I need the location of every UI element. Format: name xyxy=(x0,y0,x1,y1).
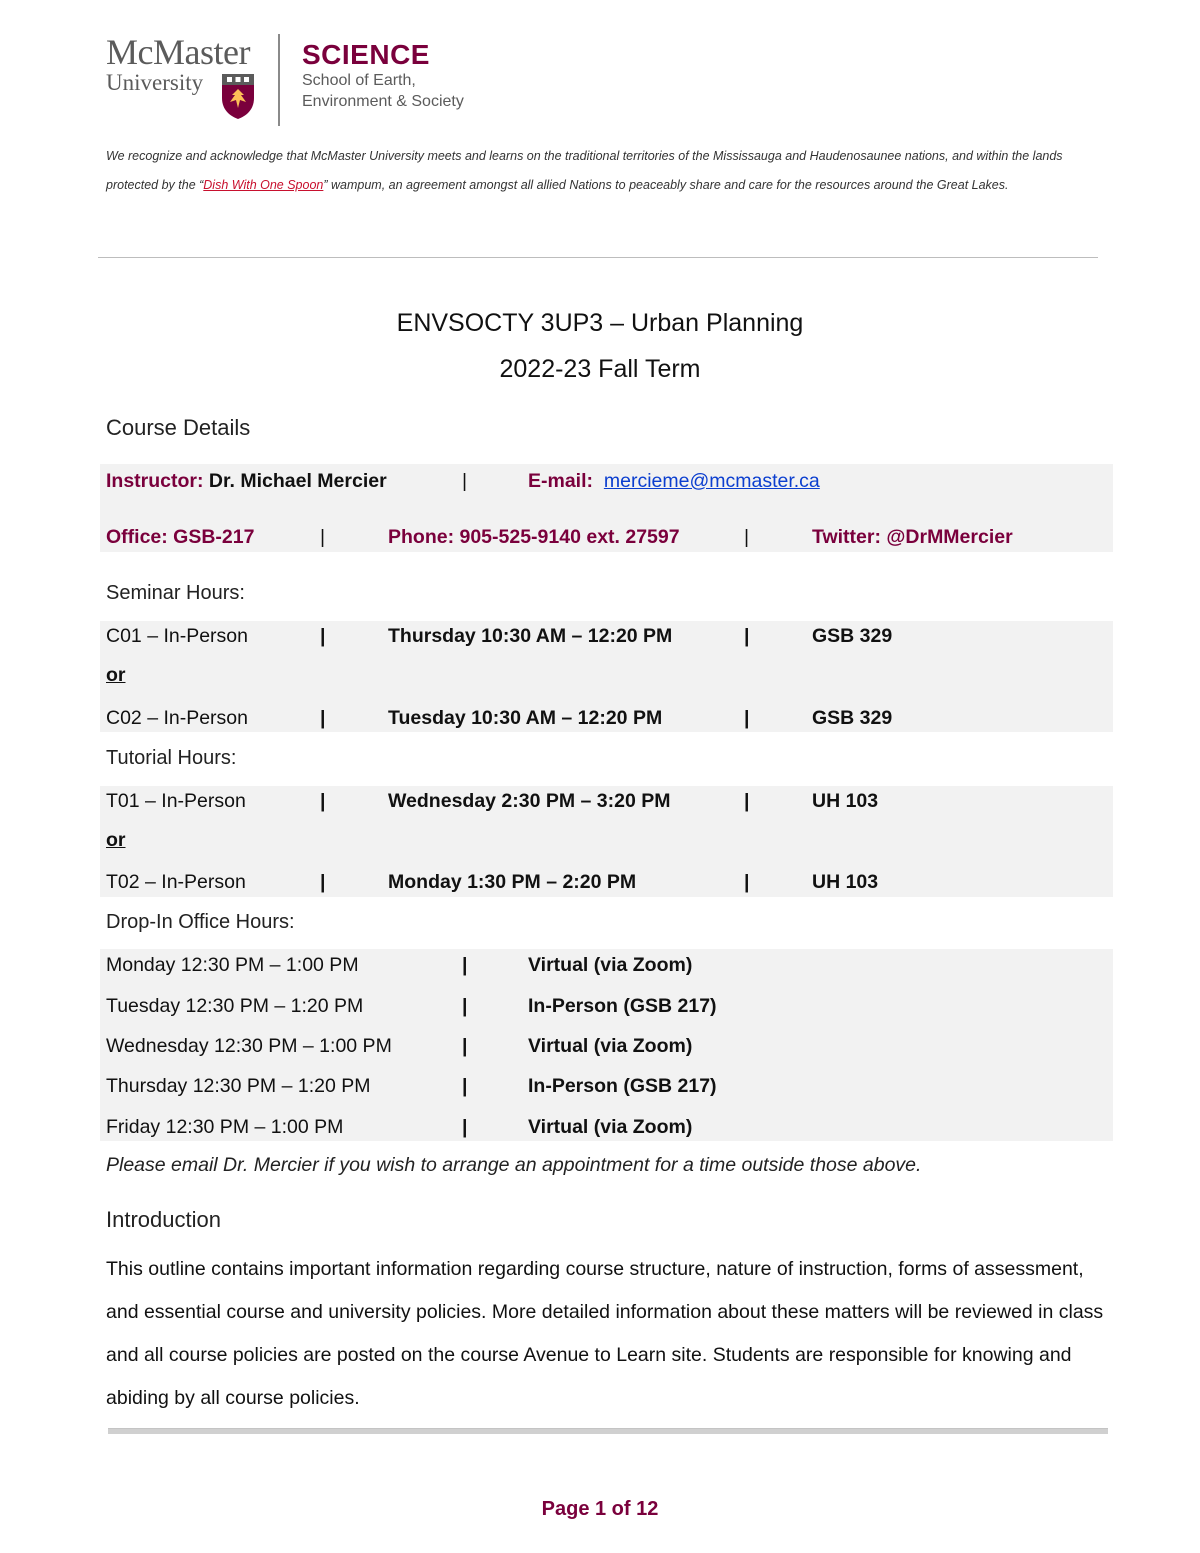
office-hours-row xyxy=(106,1071,1106,1101)
tutorial-heading: Tutorial Hours: xyxy=(106,747,237,769)
dish-with-one-spoon-link[interactable]: Dish With One Spoon xyxy=(203,178,324,192)
instructor-name: Dr. Michael Mercier xyxy=(208,470,387,492)
office-hours-row xyxy=(106,991,1106,1021)
separator: | xyxy=(320,871,326,893)
instructor-field xyxy=(106,466,387,496)
seminar-section: C02 – In-Person xyxy=(106,707,248,729)
seminar-section: C01 – In-Person xyxy=(106,625,248,647)
tutorial-section: T02 – In-Person xyxy=(106,871,246,893)
separator: | xyxy=(744,526,750,548)
tutorial-time: Monday 1:30 PM – 2:20 PM xyxy=(388,871,637,893)
email-label: E-mail: xyxy=(528,470,594,492)
or-separator: or xyxy=(106,829,126,851)
course-term: 2022-23 Fall Term xyxy=(499,355,701,383)
separator: | xyxy=(744,707,750,729)
office-hours-mode: In-Person (GSB 217) xyxy=(528,995,717,1017)
office-hours-heading: Drop-In Office Hours: xyxy=(106,911,295,933)
office-hours-mode: Virtual (via Zoom) xyxy=(528,954,693,976)
instructor-row xyxy=(106,466,1106,496)
office-hours-row xyxy=(106,1112,1106,1142)
faculty-lockup xyxy=(302,40,464,112)
office-hours-row xyxy=(106,950,1106,980)
office-row xyxy=(106,522,1106,552)
seminar-time: Thursday 10:30 AM – 12:20 PM xyxy=(388,625,673,647)
separator: | xyxy=(462,995,468,1017)
office-hours-time: Tuesday 12:30 PM – 1:20 PM xyxy=(106,995,364,1017)
office-hours-mode: Virtual (via Zoom) xyxy=(528,1116,693,1138)
or-separator: or xyxy=(106,664,126,686)
crest-icon xyxy=(220,72,256,120)
phone-info: Phone: 905-525-9140 ext. 27597 xyxy=(388,526,680,548)
office-hours-time: Monday 12:30 PM – 1:00 PM xyxy=(106,954,359,976)
seminar-row xyxy=(106,703,1106,733)
office-info: Office: GSB-217 xyxy=(106,526,255,548)
ack-text-before: We recognize and acknowledge that McMaster University meets and learns on the traditional territories of the Mississauga and Haudenosaunee nations, and within the lands protected by the “ xyxy=(106,149,1063,192)
separator: | xyxy=(320,790,326,812)
introduction-body: This outline contains important information regarding course structure, nature of instruction, forms of assessment, and essential course and university policies. More detailed information about these matters will be reviewed in class and all course policies are posted on the course Avenue to Learn site. Students are responsible for knowing and abiding by all course policies. xyxy=(106,1258,1104,1409)
email-field xyxy=(528,466,820,496)
university-name-line1: McMaster xyxy=(106,32,250,72)
introduction-heading: Introduction xyxy=(106,1207,221,1232)
land-acknowledgement xyxy=(106,142,1106,200)
separator: | xyxy=(462,1116,468,1138)
office-hours-row xyxy=(106,1031,1106,1061)
seminar-row xyxy=(106,621,1106,651)
separator: | xyxy=(320,625,326,647)
seminar-room: GSB 329 xyxy=(812,707,893,729)
twitter-info: Twitter: @DrMMercier xyxy=(812,526,1013,548)
tutorial-row xyxy=(106,867,1106,897)
seminar-time: Tuesday 10:30 AM – 12:20 PM xyxy=(388,707,663,729)
tutorial-section: T01 – In-Person xyxy=(106,790,246,812)
logo-divider xyxy=(278,34,280,126)
footer-divider xyxy=(108,1428,1108,1434)
separator: | xyxy=(744,790,750,812)
separator: | xyxy=(744,625,750,647)
office-hours-time: Wednesday 12:30 PM – 1:00 PM xyxy=(106,1035,392,1057)
separator: | xyxy=(320,707,326,729)
email-link[interactable]: mercieme@mcmaster.ca xyxy=(603,470,820,492)
separator: | xyxy=(462,470,468,492)
tutorial-room: UH 103 xyxy=(812,790,879,812)
separator: | xyxy=(320,526,326,548)
page-number: Page 1 of 12 xyxy=(541,1498,659,1520)
separator: | xyxy=(462,1035,468,1057)
mcmaster-logo xyxy=(106,34,486,130)
instructor-label: Instructor: xyxy=(106,470,204,492)
office-hours-time: Friday 12:30 PM – 1:00 PM xyxy=(106,1116,344,1138)
school-name-line1: School of Earth, xyxy=(302,72,416,89)
course-details-heading: Course Details xyxy=(106,415,251,440)
separator: | xyxy=(462,1075,468,1097)
office-hours-mode: Virtual (via Zoom) xyxy=(528,1035,693,1057)
university-name-line2: University xyxy=(106,70,204,95)
tutorial-time: Wednesday 2:30 PM – 3:20 PM xyxy=(388,790,671,812)
tutorial-room: UH 103 xyxy=(812,871,879,893)
appointment-note: Please email Dr. Mercier if you wish to arrange an appointment for a time outside those above. xyxy=(106,1154,922,1176)
separator: | xyxy=(744,871,750,893)
seminar-heading: Seminar Hours: xyxy=(106,582,245,604)
school-name-line2: Environment & Society xyxy=(302,93,464,110)
office-hours-mode: In-Person (GSB 217) xyxy=(528,1075,717,1097)
separator: | xyxy=(462,954,468,976)
ack-text-after: ” wampum, an agreement amongst all allied Nations to peaceably share and care for the resources around the Great Lakes. xyxy=(323,178,1009,192)
header-divider xyxy=(98,257,1098,258)
faculty-name: SCIENCE xyxy=(302,39,430,70)
seminar-room: GSB 329 xyxy=(812,625,893,647)
office-hours-time: Thursday 12:30 PM – 1:20 PM xyxy=(106,1075,371,1097)
course-title: ENVSOCTY 3UP3 – Urban Planning xyxy=(396,309,804,337)
tutorial-row xyxy=(106,786,1106,816)
